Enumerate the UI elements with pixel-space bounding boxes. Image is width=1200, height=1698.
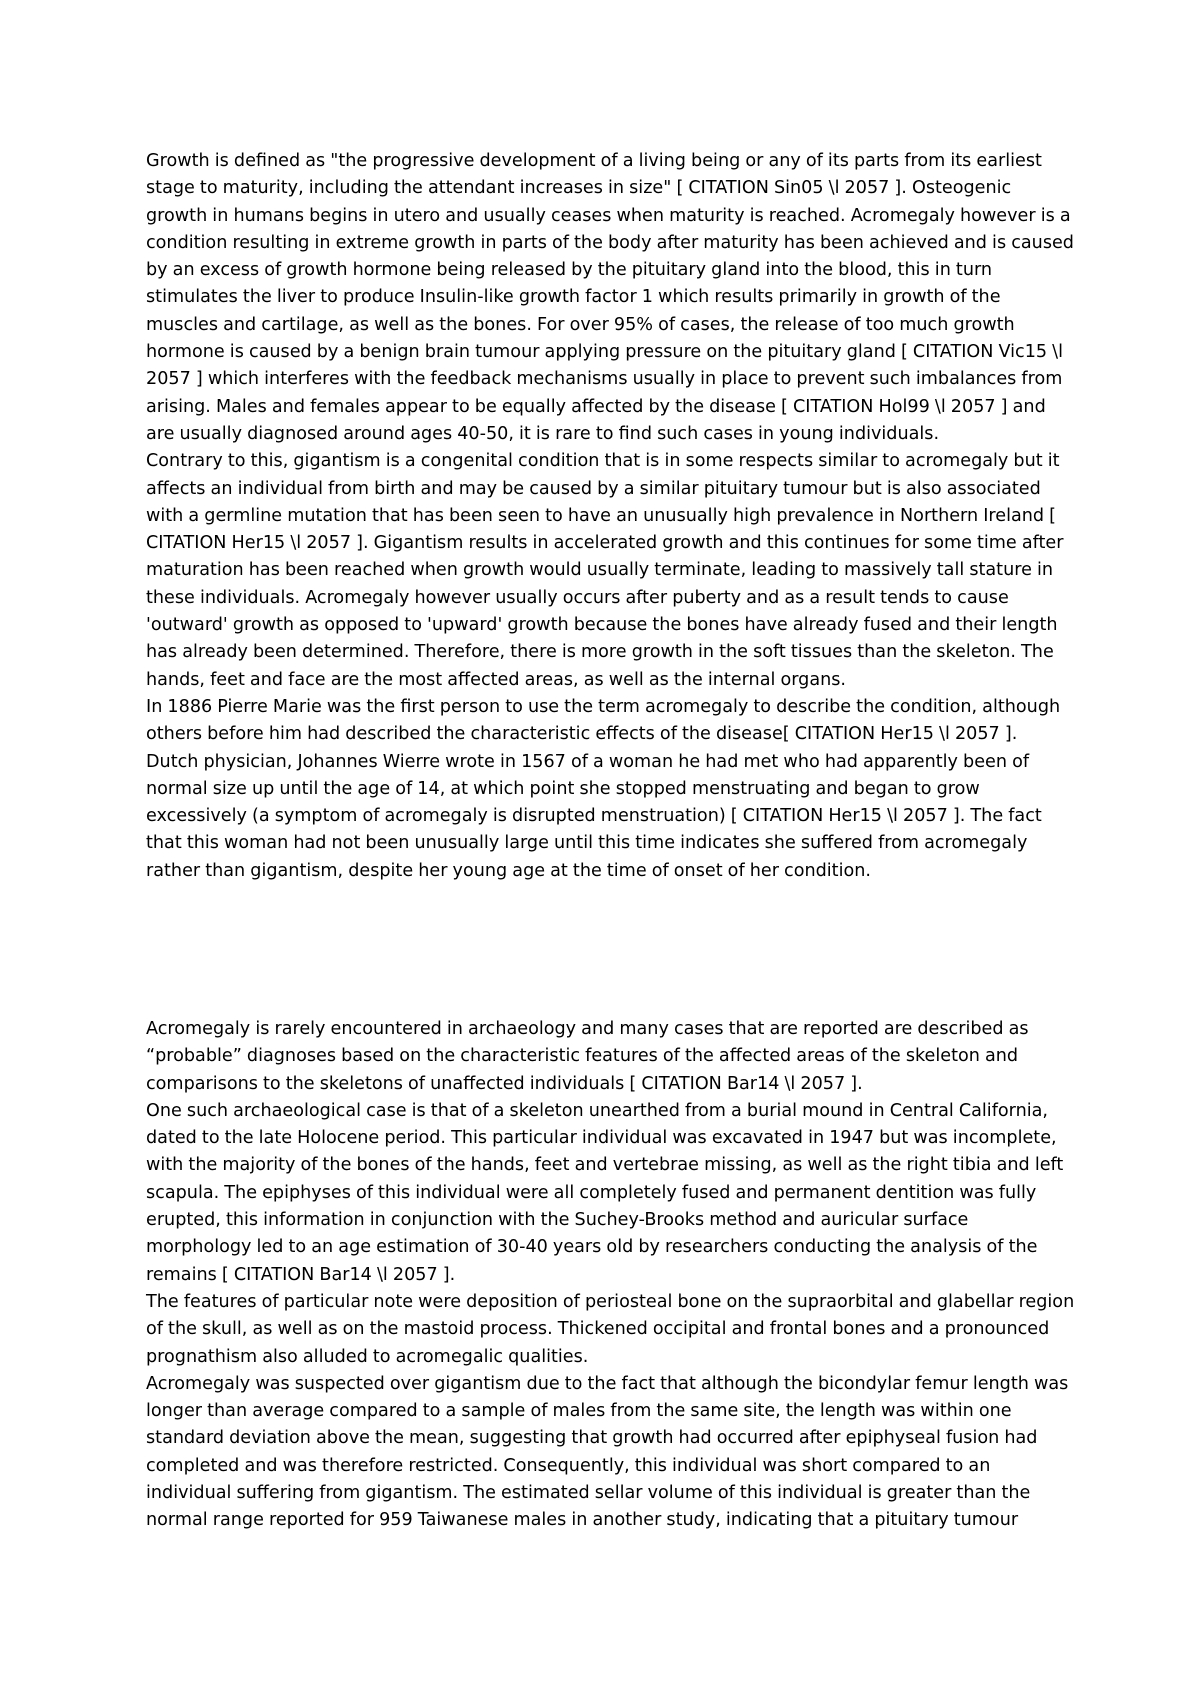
text-section-2 [146, 1016, 1076, 1535]
paragraph-skull-features: The features of particular note were deposition of periosteal bone on the supraorbital and glabellar region of the skull, as well as on the mastoid process. Thickened occipital and frontal bones and a pronounced prognathism also alluded to acromegalic qualities. [146, 1291, 1075, 1367]
paragraph-archaeology: Acromegaly is rarely encountered in archaeology and many cases that are reported are described as “probable” diagnoses based on the characteristic features of the affected areas of the skeleton and comparisons to the skeletons of unaffected individuals [ CITATION Bar14 \l 2057 ]. [146, 1019, 1029, 1094]
paragraph-pierre-marie: In 1886 Pierre Marie was the first person to use the term acromegaly to describe the condition, although others before him had described the characteristic effects of the disease[ CITATION Her15 \l 2057 ]. [146, 696, 1061, 745]
paragraph-growth-definition: Growth is defined as "the progressive development of a living being or any of its parts from its earliest stage to maturity, including the attendant increases in size" [ CITATION Sin05 \l 2057 ]. Osteogenic growth in humans begins in utero and usually ceases when maturity is reached. Acromegaly however is a condition resulting in extreme growth in parts of the body after maturity has been achieved and is caused by an excess of growth hormone being released by the pituitary gland into the blood, this in turn stimulates the liver to produce Insulin-like growth factor 1 which results primarily in growth of the muscles and cartilage, as well as the bones. For over 95% of cases, the release of too much growth hormone is caused by a benign brain tumour applying pressure on the pituitary gland [ CITATION Vic15 \l 2057 ] which interferes with the feedback mechanisms usually in place to prevent such imbalances from arising. Males and females appear to be equally affected by the disease [ CITATION Hol99 \l 2057 ] and are usually diagnosed around ages 40-50, it is rare to find such cases in young individuals. [146, 151, 1074, 444]
paragraph-johannes-wierre: Dutch physician, Johannes Wierre wrote in 1567 of a woman he had met who had apparently been of normal size up until the age of 14, at which point she stopped menstruating and began to grow excessively (a symptom of acromegaly is disrupted menstruation) [ CITATION Her15 \l 2057 ]. The fact that this woman had not been unusually large until this time indicates she suffered from acromegaly rather than gigantism, despite her young age at the time of onset of her condition. [146, 751, 1042, 881]
paragraph-gigantism: Contrary to this, gigantism is a congenital condition that is in some respects similar to acromegaly but it affects an individual from birth and may be caused by a similar pituitary tumour but is also associated with a germline mutation that has been seen to have an unusually high prevalence in Northern Ireland [ CITATION Her15 \l 2057 ]. Gigantism results in accelerated growth and this continues for some time after maturation has been reached when growth would usually terminate, leading to massively tall stature in these individuals. Acromegaly however usually occurs after puberty and as a result tends to cause 'outward' growth as opposed to 'upward' growth because the bones have already fused and their length has already been determined. Therefore, there is more growth in the soft tissues than the skeleton. The hands, feet and face are the most affected areas, as well as the internal organs. [146, 451, 1064, 690]
text-section-1 [146, 148, 1076, 885]
paragraph-california-case: One such archaeological case is that of a skeleton unearthed from a burial mound in Central California, dated to the late Holocene period. This particular individual was excavated in 1947 but was incomplete, with the majority of the bones of the hands, feet and vertebrae missing, as well as the right tibia and left scapula. The epiphyses of this individual were all completely fused and permanent dentition was fully erupted, this information in conjunction with the Suchey-Brooks method and auricular surface morphology led to an age estimation of 30-40 years old by researchers conducting the analysis of the remains [ CITATION Bar14 \l 2057 ]. [146, 1100, 1064, 1285]
paragraph-femur-analysis: Acromegaly was suspected over gigantism due to the fact that although the bicondylar femur length was longer than average compared to a sample of males from the same site, the length was within one standard deviation above the mean, suggesting that growth had occurred after epiphyseal fusion had completed and was therefore restricted. Consequently, this individual was short compared to an individual suffering from gigantism. The estimated sellar volume of this individual is greater than the normal range reported for 959 Taiwanese males in another study, indicating that a pituitary tumour [146, 1373, 1069, 1531]
